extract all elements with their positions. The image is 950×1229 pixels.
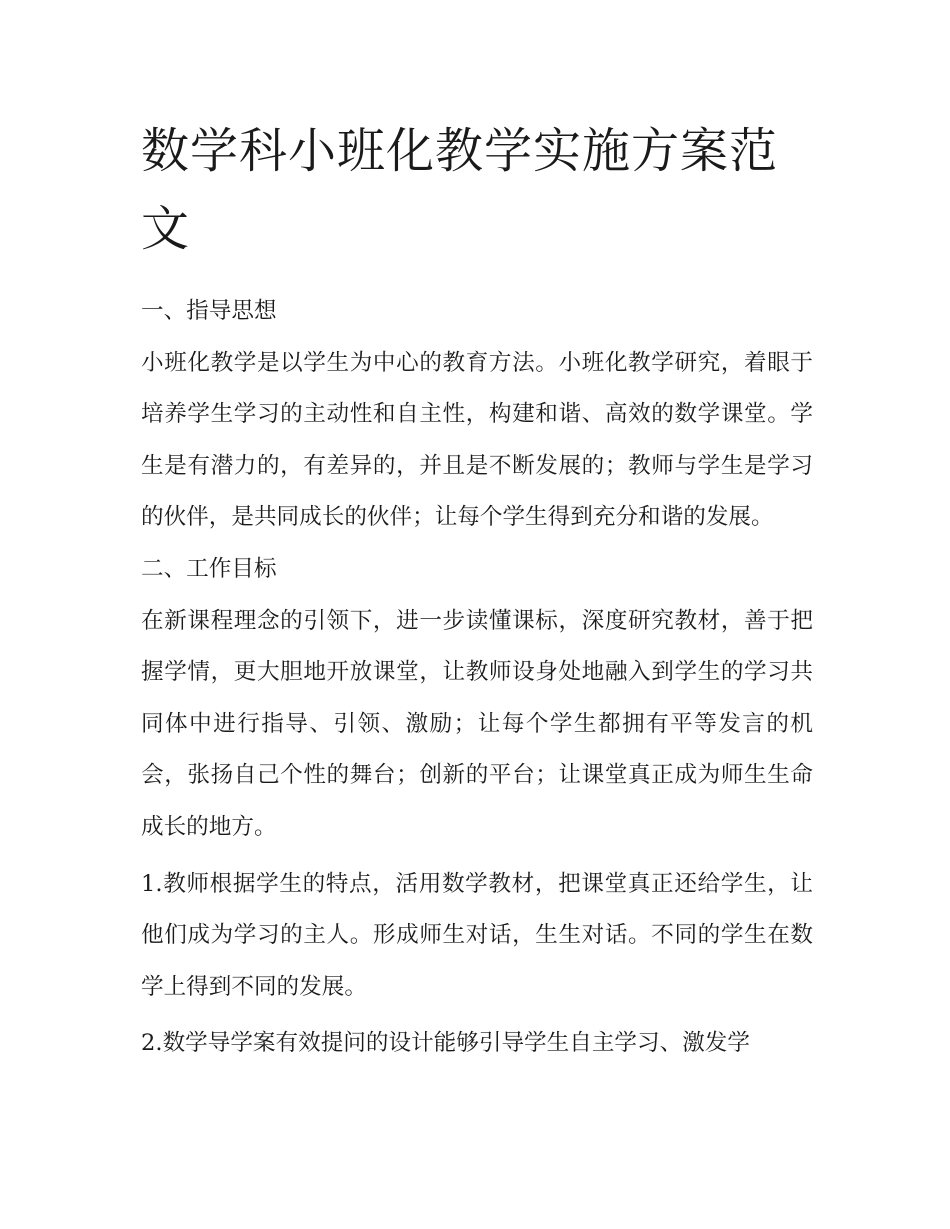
document-body	[141, 112, 813, 1070]
section-heading-work-goals: 二、工作目标	[141, 555, 277, 582]
numbered-item	[141, 1018, 813, 1070]
document-title: 数学科小班化教学实施方案范文	[141, 123, 779, 257]
section-paragraph: 在新课程理念的引领下，进一步读懂课标，深度研究教材，善于把握学情，更大胆地开放课堂，让教师设身处地融入到学生的学习共同体中进行指导、引领、激励；让每个学生都拥有平等发言的机会，张扬自己个性的舞台；创新的平台；让课堂真正成为师生生命成长的地方。	[141, 607, 813, 840]
numbered-item	[141, 859, 813, 1014]
section-paragraph: 小班化教学是以学生为中心的教育方法。小班化教学研究，着眼于培养学生学习的主动性和自主性，构建和谐、高效的数学课堂。学生是有潜力的，有差异的，并且是不断发展的；教师与学生是学习的伙伴，是共同成长的伙伴；让每个学生得到充分和谐的发展。	[141, 349, 813, 531]
item-text: 数学导学案有效提问的设计能够引导学生自主学习、激发学	[162, 1030, 750, 1057]
item-text: 教师根据学生的特点，活用数学教材，把课堂真正还给学生，让他们成为学习的主人。形成师生对话，生生对话。不同的学生在数学上得到不同的发展。	[141, 870, 813, 1000]
item-number: 1.	[141, 870, 163, 897]
item-number: 2.	[141, 1030, 163, 1057]
section-heading-guiding-ideology: 一、指导思想	[141, 298, 277, 324]
